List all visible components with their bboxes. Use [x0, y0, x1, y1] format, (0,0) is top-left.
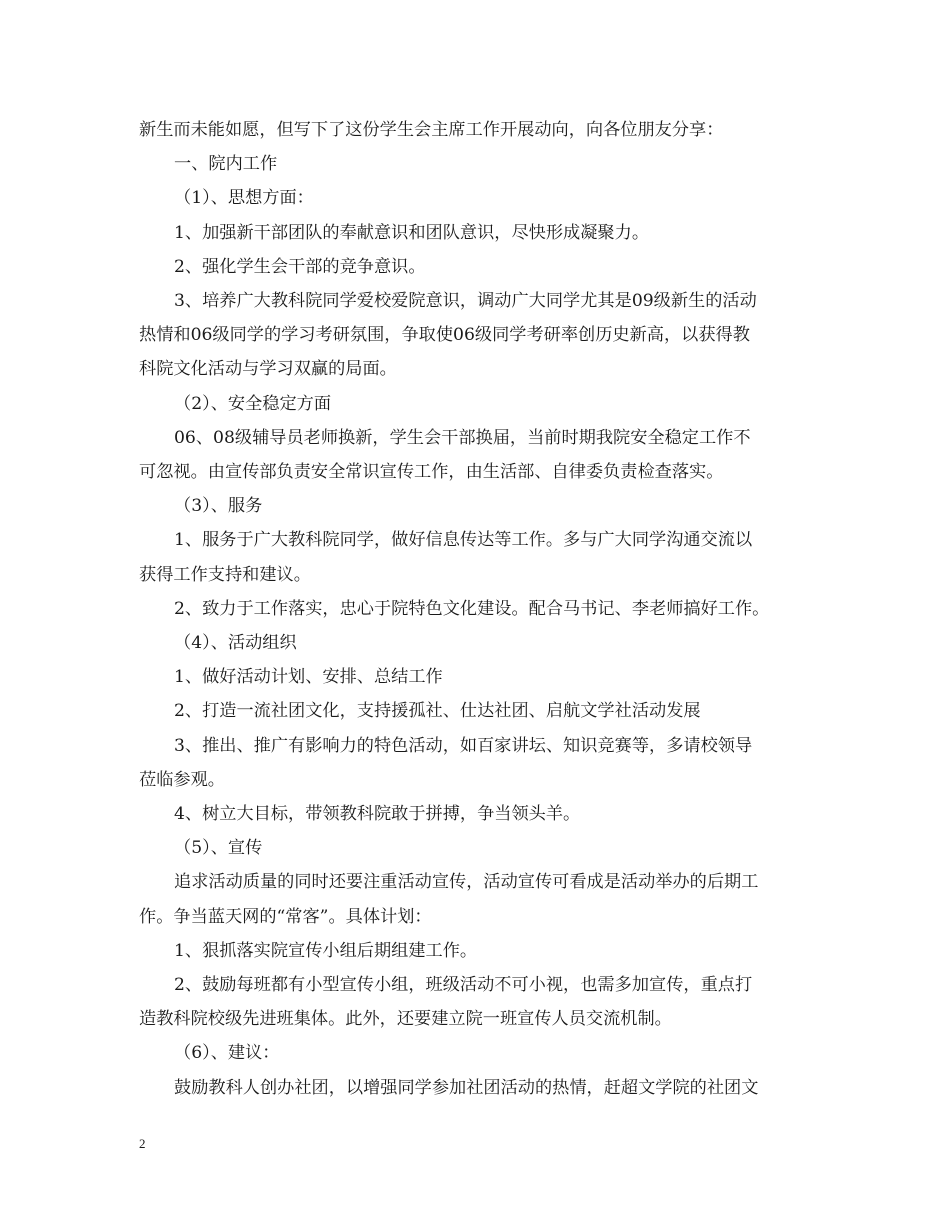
paragraph-line: 新生而未能如愿，但写下了这份学生会主席工作开展动向，向各位朋友分享：: [139, 120, 724, 140]
subsection-heading: （3）、服务: [174, 496, 263, 517]
section-heading: 一、院内工作: [174, 154, 278, 175]
subsection-heading: （1）、思想方面：: [174, 188, 314, 209]
paragraph-line: 莅临参观。: [139, 769, 225, 790]
subsection-heading: （5）、宣传: [174, 838, 263, 859]
paragraph-line: 可忽视。由宣传部负责安全常识宣传工作，由生活部、自律委负责检查落实。: [139, 462, 724, 483]
list-item: 3、培养广大教科院同学爱校爱院意识，调动广大同学尤其是09级新生的活动: [174, 291, 757, 312]
list-item: 1、服务于广大教科院同学，做好信息传达等工作。多与广大同学沟通交流以: [174, 530, 753, 551]
list-item: 2、致力于工作落实，忠心于院特色文化建设。配合马书记、李老师搞好工作。: [174, 598, 770, 619]
list-item: 4、树立大目标，带领教科院敢于拼搏，争当领头羊。: [174, 804, 581, 825]
paragraph-line: 造教科院校级先进班集体。此外，还要建立院一班宣传人员交流机制。: [139, 1009, 672, 1030]
document-body: [139, 113, 811, 1105]
subsection-heading: （2）、安全稳定方面: [174, 393, 332, 414]
list-item: 2、强化学生会干部的竞争意识。: [174, 256, 426, 277]
page-number: 2: [139, 1136, 146, 1151]
list-item: 1、做好活动计划、安排、总结工作: [174, 667, 443, 688]
paragraph-line: 科院文化活动与学习双赢的局面。: [139, 359, 397, 380]
paragraph-line: 作。争当蓝天网的“常客”。具体计划：: [139, 906, 432, 927]
paragraph-line: 追求活动质量的同时还要注重活动宣传，活动宣传可看成是活动举办的后期工: [174, 872, 759, 893]
subsection-heading: （6）、建议：: [174, 1043, 280, 1064]
list-item: 3、推出、推广有影响力的特色活动，如百家讲坛、知识竞赛等，多请校领导: [174, 735, 753, 756]
list-item: 1、狠抓落实院宣传小组后期组建工作。: [174, 940, 478, 961]
paragraph-line: 获得工作支持和建议。: [139, 564, 311, 585]
paragraph-line: 06、08级辅导员老师换新，学生会干部换届，当前时期我院安全稳定工作不: [174, 427, 751, 448]
list-item: 2、鼓励每班都有小型宣传小组，班级活动不可小视，也需多加宣传，重点打: [174, 975, 753, 996]
list-item: 2、打造一流社团文化，支持援孤社、仕达社团、启航文学社活动发展: [174, 701, 701, 722]
subsection-heading: （4）、活动组织: [174, 633, 297, 654]
paragraph-line: 热情和06级同学的学习考研氛围，争取使06级同学考研率创历史新高，以获得教: [139, 325, 750, 346]
list-item: 1、加强新干部团队的奉献意识和团队意识，尽快形成凝聚力。: [174, 222, 650, 243]
paragraph-line: 鼓励教科人创办社团，以增强同学参加社团活动的热情，赶超文学院的社团文: [174, 1077, 759, 1098]
